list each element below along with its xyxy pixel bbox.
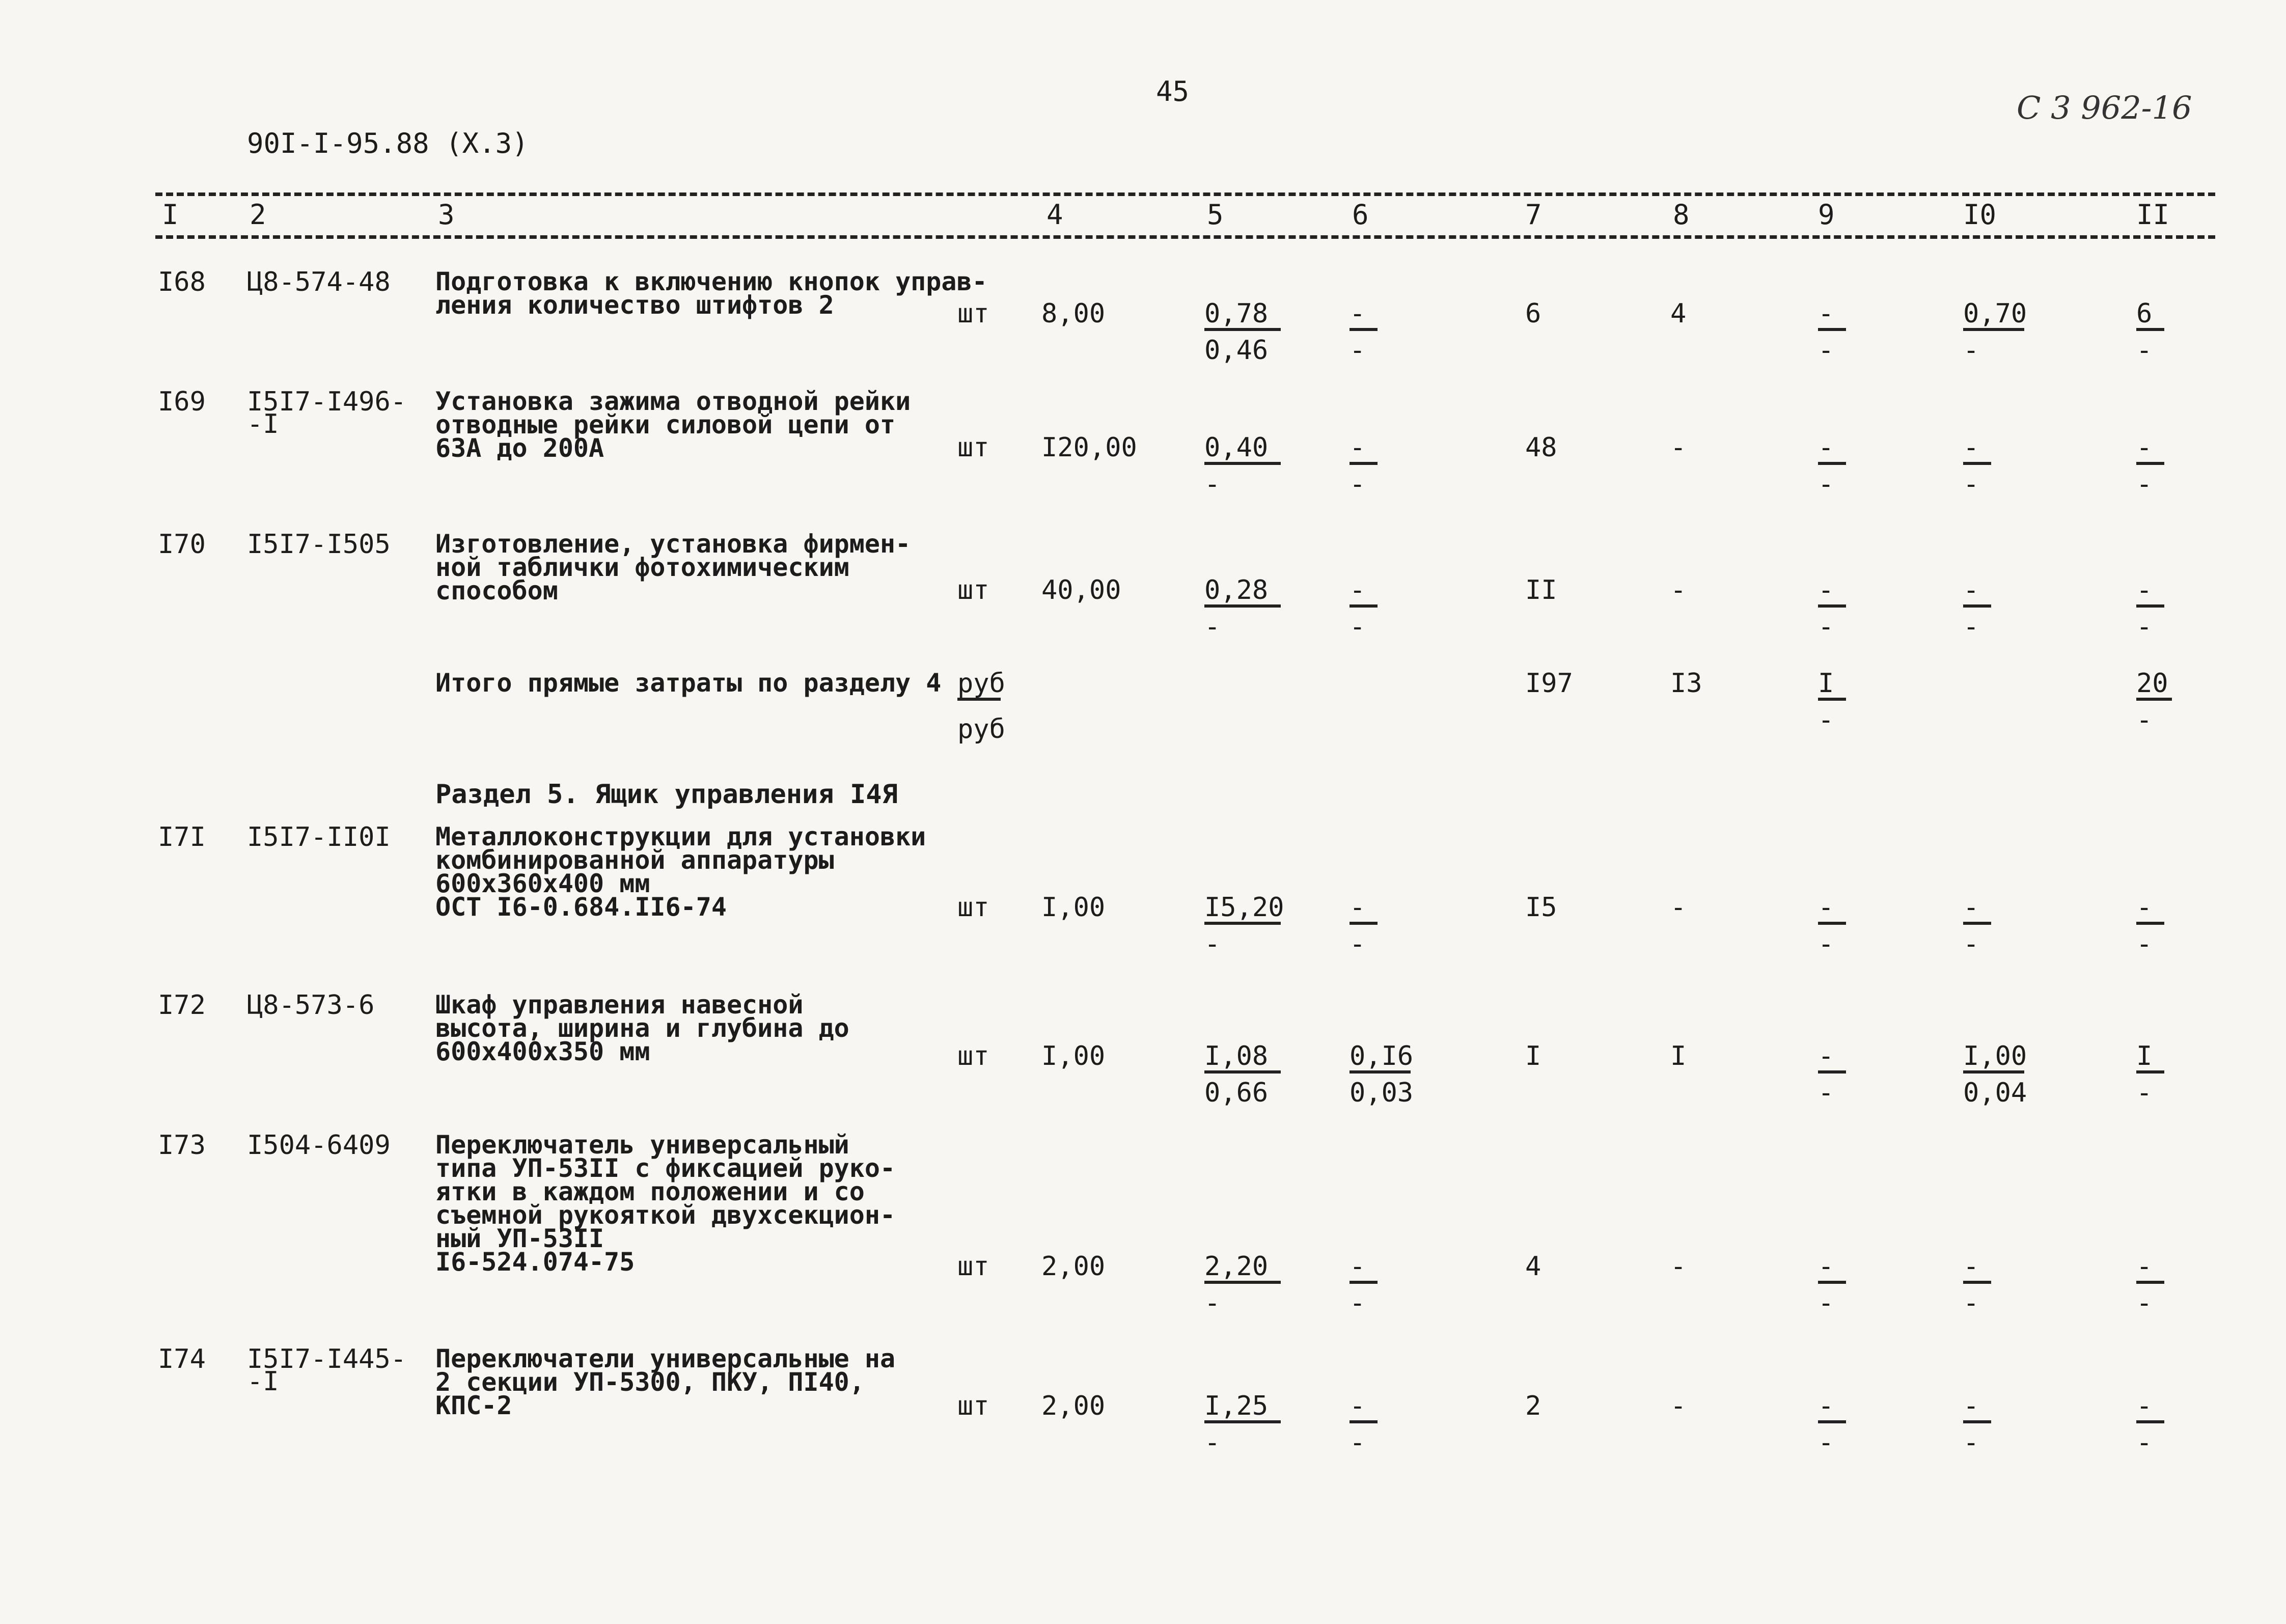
col10-top: I,00: [1963, 1041, 2027, 1071]
column-header-8: 8: [1673, 199, 1690, 231]
row-description: съемной рукояткой двухсекцион-: [435, 1200, 896, 1230]
row-description: I6-524.074-75: [435, 1247, 635, 1277]
col6-bottom: -: [1349, 1288, 1366, 1318]
col6-bottom: -: [1349, 612, 1366, 642]
row-number: I70: [158, 529, 206, 560]
col6-bottom: -: [1349, 929, 1366, 959]
col10-bottom: -: [1963, 1288, 1979, 1318]
col9-bottom: -: [1818, 1288, 1834, 1318]
col5-top: I5,20: [1204, 892, 1284, 923]
row-unit: шт: [957, 1041, 989, 1071]
col9-top: -: [1818, 432, 1834, 463]
col6-top: -: [1349, 432, 1366, 463]
total-col9-top: I: [1818, 668, 1834, 699]
col5-bottom: 0,46: [1204, 335, 1269, 366]
row-unit: шт: [957, 298, 989, 329]
col6-top: -: [1349, 1391, 1366, 1421]
col5-bar: [1204, 1281, 1281, 1284]
col9-top: -: [1818, 575, 1834, 605]
row-number: I73: [158, 1130, 206, 1161]
col8: -: [1670, 892, 1687, 923]
row-quantity: 8,00: [1041, 298, 1106, 329]
row-description: отводные рейки силовой цепи от: [435, 410, 896, 439]
col7: I5: [1525, 892, 1557, 923]
col5-bottom: -: [1204, 1288, 1221, 1318]
col7: I: [1525, 1041, 1541, 1071]
col6-top: -: [1349, 892, 1366, 923]
total-col9-bar: [1818, 698, 1846, 701]
col10-bottom: -: [1963, 469, 1979, 500]
col7: 6: [1525, 298, 1541, 329]
total-col8: I3: [1670, 668, 1702, 699]
row-number: I68: [158, 267, 206, 297]
col11-bottom: -: [2136, 1078, 2153, 1108]
col6-bottom: 0,03: [1349, 1078, 1414, 1108]
row-quantity: I,00: [1041, 892, 1106, 923]
col10-bar: [1963, 328, 2024, 331]
col5-bar: [1204, 922, 1281, 925]
col6-bar: [1349, 922, 1378, 925]
col5-top: I,25: [1204, 1391, 1269, 1421]
col11-top: 6: [2136, 298, 2153, 329]
col11-bottom: -: [2136, 1288, 2153, 1318]
row-description: Шкаф управления навесной: [435, 990, 804, 1020]
total-col11-bar: [2136, 698, 2172, 701]
col9-bottom: -: [1818, 612, 1834, 642]
total-col11-bottom: -: [2136, 705, 2153, 735]
col11-bar: [2136, 922, 2164, 925]
column-header-3: 3: [438, 199, 455, 231]
row-number: I7I: [158, 822, 206, 852]
col11-bar: [2136, 604, 2164, 608]
col5-bar: [1204, 1420, 1281, 1423]
col10-bottom: -: [1963, 1427, 1979, 1458]
row-description: Переключатели универсальные на: [435, 1344, 896, 1373]
row-description: Подготовка к включению кнопок управ-: [435, 267, 987, 296]
col7: 48: [1525, 432, 1557, 463]
row-number: I72: [158, 990, 206, 1021]
col5-top: 0,78: [1204, 298, 1269, 329]
col8: I: [1670, 1041, 1687, 1071]
col6-top: 0,I6: [1349, 1041, 1414, 1071]
col10-top: -: [1963, 432, 1979, 463]
row-code: -I: [247, 409, 279, 439]
column-header-4: 4: [1046, 199, 1063, 231]
col11-top: I: [2136, 1041, 2153, 1071]
col9-top: -: [1818, 298, 1834, 329]
row-description: ОСТ I6-0.684.II6-74: [435, 892, 727, 922]
row-description: Металлоконструкции для установки: [435, 822, 926, 851]
col11-bottom: -: [2136, 1427, 2153, 1458]
col9-bar: [1818, 462, 1846, 465]
row-code: Ц8-573-6: [247, 990, 375, 1021]
col5-bottom: -: [1204, 929, 1221, 959]
col10-bar: [1963, 1070, 2024, 1074]
col6-bar: [1349, 462, 1378, 465]
col8: -: [1670, 432, 1687, 463]
column-header-11: II: [2136, 199, 2170, 231]
row-code: I5I7-I445-: [247, 1344, 407, 1374]
row-code: I5I7-I505: [247, 529, 391, 560]
col5-bottom: 0,66: [1204, 1078, 1269, 1108]
row-description: КПС-2: [435, 1391, 512, 1420]
col9-top: -: [1818, 1391, 1834, 1421]
col11-bar: [2136, 1070, 2164, 1074]
col6-bar: [1349, 1070, 1411, 1074]
row-code: I5I7-II0I: [247, 822, 391, 852]
row-quantity: 2,00: [1041, 1251, 1106, 1282]
col5-bottom: -: [1204, 469, 1221, 500]
total-description: Итого прямые затраты по разделу 4: [435, 668, 942, 698]
col7: 2: [1525, 1391, 1541, 1421]
column-header-10: I0: [1963, 199, 1997, 231]
col8: -: [1670, 575, 1687, 605]
row-unit: шт: [957, 892, 989, 923]
col6-bar: [1349, 1281, 1378, 1284]
row-code: I5I7-I496-: [247, 387, 407, 417]
col9-bar: [1818, 604, 1846, 608]
row-description: способом: [435, 576, 558, 605]
col11-bottom: -: [2136, 612, 2153, 642]
col11-bottom: -: [2136, 929, 2153, 959]
col9-top: -: [1818, 1251, 1834, 1282]
col5-bottom: -: [1204, 1427, 1221, 1458]
col11-bar: [2136, 462, 2164, 465]
column-header-2: 2: [250, 199, 266, 231]
row-quantity: 40,00: [1041, 575, 1121, 605]
col10-top: -: [1963, 1391, 1979, 1421]
total-unit-bottom: руб: [957, 714, 1005, 745]
col6-bottom: -: [1349, 335, 1366, 366]
col10-bottom: -: [1963, 335, 1979, 366]
row-code: I504-6409: [247, 1130, 391, 1161]
col6-top: -: [1349, 298, 1366, 329]
col10-bottom: 0,04: [1963, 1078, 2027, 1108]
row-description: ятки в каждом положении и со: [435, 1177, 865, 1206]
row-quantity: I,00: [1041, 1041, 1106, 1071]
row-description: 63А до 200А: [435, 433, 604, 463]
row-description: 2 секции УП-5300, ПКУ, ПI40,: [435, 1367, 865, 1397]
page-number: 45: [1156, 75, 1190, 107]
col9-top: -: [1818, 1041, 1834, 1071]
col9-bottom: -: [1818, 335, 1834, 366]
col11-bottom: -: [2136, 335, 2153, 366]
col8: 4: [1670, 298, 1687, 329]
col7: 4: [1525, 1251, 1541, 1282]
row-description: комбинированной аппаратуры: [435, 845, 834, 875]
row-description: Переключатель универсальный: [435, 1130, 849, 1160]
col10-bar: [1963, 1420, 1991, 1423]
col6-bar: [1349, 1420, 1378, 1423]
col9-bottom: -: [1818, 1078, 1834, 1108]
col10-top: 0,70: [1963, 298, 2027, 329]
row-unit: шт: [957, 1251, 989, 1282]
col11-top: -: [2136, 892, 2153, 923]
col5-bar: [1204, 462, 1281, 465]
total-unit-bar: [957, 698, 1001, 701]
col5-bar: [1204, 1070, 1281, 1074]
col6-bar: [1349, 328, 1378, 331]
col11-top: -: [2136, 1251, 2153, 1282]
col11-bar: [2136, 328, 2164, 331]
row-description: ления количество штифтов 2: [435, 290, 834, 320]
total-col11-top: 20: [2136, 668, 2168, 699]
total-unit: руб: [957, 668, 1005, 699]
col6-bar: [1349, 604, 1378, 608]
col5-top: 0,40: [1204, 432, 1269, 463]
col8: -: [1670, 1391, 1687, 1421]
col10-top: -: [1963, 575, 1979, 605]
col9-bar: [1818, 1420, 1846, 1423]
row-description: Изготовление, установка фирмен-: [435, 529, 911, 559]
col11-top: -: [2136, 432, 2153, 463]
col9-bar: [1818, 922, 1846, 925]
col11-top: -: [2136, 575, 2153, 605]
col5-top: I,08: [1204, 1041, 1269, 1071]
column-header-1: I: [162, 199, 179, 231]
col5-bar: [1204, 328, 1281, 331]
col6-bottom: -: [1349, 469, 1366, 500]
col7: II: [1525, 575, 1557, 605]
header-top-rule: [155, 192, 2215, 196]
col10-bottom: -: [1963, 929, 1979, 959]
col10-bar: [1963, 604, 1991, 608]
row-unit: шт: [957, 575, 989, 605]
handwritten-stamp: С 3 962-16: [2017, 89, 2192, 126]
row-description: 600х360х400 мм: [435, 869, 650, 898]
row-code: -I: [247, 1366, 279, 1397]
col5-bar: [1204, 604, 1281, 608]
column-header-7: 7: [1525, 199, 1542, 231]
col11-bar: [2136, 1281, 2164, 1284]
col9-bar: [1818, 1070, 1846, 1074]
col9-bottom: -: [1818, 929, 1834, 959]
col9-bar: [1818, 328, 1846, 331]
column-header-6: 6: [1352, 199, 1369, 231]
row-quantity: 2,00: [1041, 1391, 1106, 1421]
row-number: I69: [158, 387, 206, 417]
column-header-5: 5: [1207, 199, 1224, 231]
row-code: Ц8-574-48: [247, 267, 391, 297]
col6-bottom: -: [1349, 1427, 1366, 1458]
col9-top: -: [1818, 892, 1834, 923]
total-col7: I97: [1525, 668, 1573, 699]
col10-top: -: [1963, 1251, 1979, 1282]
col10-top: -: [1963, 892, 1979, 923]
col10-bar: [1963, 1281, 1991, 1284]
col5-bottom: -: [1204, 612, 1221, 642]
row-description: высота, ширина и глубина до: [435, 1013, 849, 1043]
header-bottom-rule: [155, 235, 2215, 239]
col11-bottom: -: [2136, 469, 2153, 500]
col10-bar: [1963, 462, 1991, 465]
col8: -: [1670, 1251, 1687, 1282]
total-col9-bottom: -: [1818, 705, 1834, 735]
row-description: Установка зажима отводной рейки: [435, 387, 911, 416]
col6-top: -: [1349, 575, 1366, 605]
col9-bar: [1818, 1281, 1846, 1284]
row-unit: шт: [957, 1391, 989, 1421]
row-quantity: I20,00: [1041, 432, 1137, 463]
row-description: 600х400х350 мм: [435, 1037, 650, 1066]
col10-bar: [1963, 922, 1991, 925]
col9-bottom: -: [1818, 469, 1834, 500]
col10-bottom: -: [1963, 612, 1979, 642]
col5-top: 0,28: [1204, 575, 1269, 605]
col9-bottom: -: [1818, 1427, 1834, 1458]
row-unit: шт: [957, 432, 989, 463]
document-id: 90I-I-95.88 (X.3): [247, 127, 529, 159]
row-description: типа УП-53II с фиксацией руко-: [435, 1153, 896, 1183]
row-description: ной таблички фотохимическим: [435, 553, 849, 582]
col11-bar: [2136, 1420, 2164, 1423]
section-title: Раздел 5. Ящик управления I4Я: [435, 779, 898, 810]
row-description: ный УП-53II: [435, 1224, 604, 1253]
col6-top: -: [1349, 1251, 1366, 1282]
row-number: I74: [158, 1344, 206, 1374]
col5-top: 2,20: [1204, 1251, 1269, 1282]
col11-top: -: [2136, 1391, 2153, 1421]
column-header-9: 9: [1818, 199, 1835, 231]
